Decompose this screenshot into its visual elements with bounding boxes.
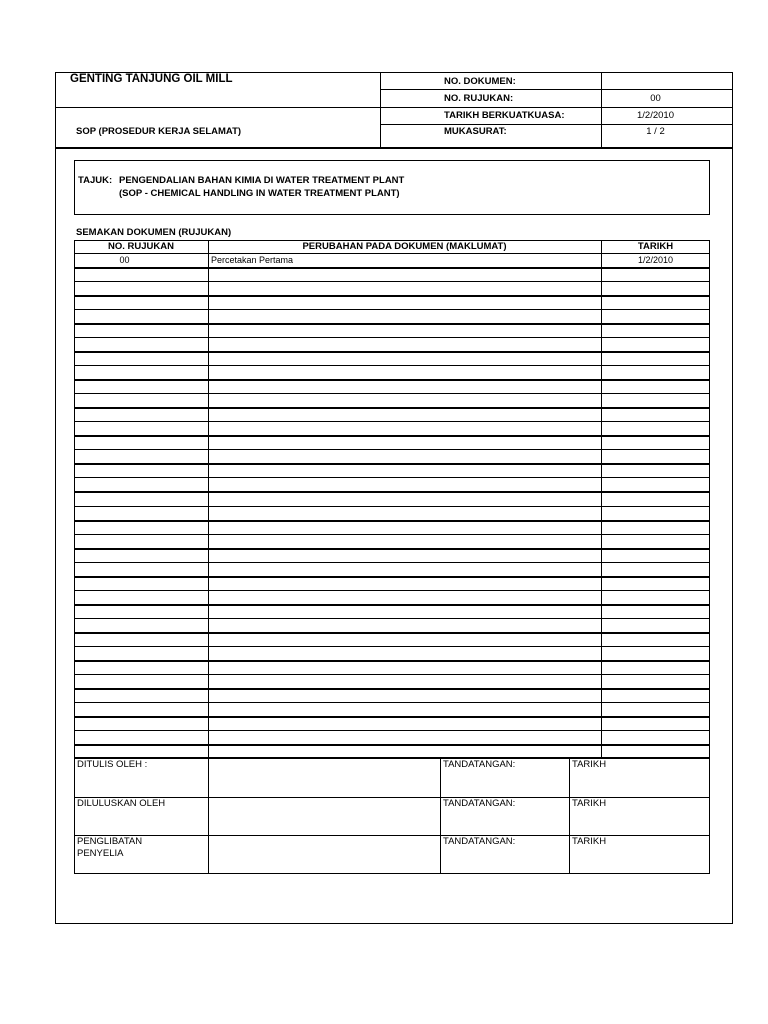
field-value-tarikh: 1/2/2010 [637,110,674,121]
revisions-table-border [74,240,710,758]
signoff-sign-label: TANDATANGAN: [443,798,516,809]
table-row-line [74,548,710,550]
header-row-line [380,89,733,90]
table-row-line [74,351,710,353]
table-row-line [74,590,710,591]
signoff-row-line [74,797,710,798]
table-row-line [74,688,710,690]
revisions-title: SEMAKAN DOKUMEN (RUJUKAN) [76,227,232,238]
header-bottom-line [55,147,733,149]
table-row-line [74,730,710,731]
revisions-header-change: PERUBAHAN PADA DOKUMEN (MAKLUMAT) [302,241,507,252]
table-row-line [74,632,710,634]
doc-type: SOP (PROSEDUR KERJA SELAMAT) [76,126,242,137]
header-vdivider [380,72,381,148]
revisions-header-ref: NO. RUJUKAN [108,241,174,252]
signoff-row-line [74,835,710,836]
signoff-date-label: TARIKH [572,759,607,770]
table-row-line [74,716,710,718]
table-row-line [74,365,710,366]
table-row-line [74,393,710,394]
signoff-col-divider [208,758,209,874]
signoff-col-divider [569,758,570,874]
field-label-mukasurat: MUKASURAT: [444,126,507,137]
table-row-line [74,337,710,338]
tajuk-label: TAJUK: [78,175,113,186]
revision-date: 1/2/2010 [637,255,674,265]
table-row-line [74,463,710,465]
revisions-header-line [74,253,710,254]
signoff-date-label: TARIKH [572,836,607,847]
revision-change: Percetakan Pertama [211,255,294,265]
table-row-line [74,674,710,675]
signoff-role: DILULUSKAN OLEH [77,798,166,809]
signoff-col-divider [440,758,441,874]
revisions-header-date: TARIKH [637,241,674,252]
company-name: GENTING TANJUNG OIL MILL [70,73,233,85]
field-label-no-dokumen: NO. DOKUMEN: [444,76,516,87]
table-row-line [74,295,710,297]
field-value-mukasurat: 1 / 2 [646,126,665,137]
table-row-line [74,323,710,325]
table-row-line [74,520,710,522]
table-row-line [74,281,710,282]
table-row-line [74,309,710,310]
table-row-line [74,407,710,409]
table-row-line [74,435,710,437]
header-row-line [380,124,733,125]
tajuk-line2: (SOP - CHEMICAL HANDLING IN WATER TREATMENT PLANT) [119,188,400,199]
table-row-line [74,491,710,493]
signoff-date-label: TARIKH [572,798,607,809]
table-row-line [74,534,710,535]
revision-ref: 00 [119,255,130,265]
signoff-role: DITULIS OLEH : [77,759,148,770]
signoff-sign-label: TANDATANGAN: [443,836,516,847]
table-row-line [74,744,710,746]
table-row-line [74,660,710,662]
table-row-line [74,562,710,563]
table-row-line [74,506,710,507]
table-row-line [74,421,710,422]
revisions-col-divider [601,240,602,758]
table-row-line [74,618,710,619]
table-row-line [74,604,710,606]
field-label-no-rujukan: NO. RUJUKAN: [444,93,514,104]
revisions-col-divider [208,240,209,758]
table-row-line [74,267,710,269]
table-row-line [74,702,710,703]
header-row-line [380,107,733,108]
table-row-line [74,449,710,450]
table-row-line [74,576,710,578]
table-row-line [74,477,710,478]
signoff-sign-label: TANDATANGAN: [443,759,516,770]
signoff-role: PENGLIBATAN PENYELIA [77,836,143,859]
field-value-no-rujukan: 00 [650,93,661,104]
tajuk-line1: PENGENDALIAN BAHAN KIMIA DI WATER TREATMENT PLANT [119,175,405,186]
header-divider [55,107,380,108]
table-row-line [74,379,710,381]
field-label-tarikh: TARIKH BERKUATKUASA: [444,110,565,121]
table-row-line [74,646,710,647]
signoff-border [74,758,710,874]
